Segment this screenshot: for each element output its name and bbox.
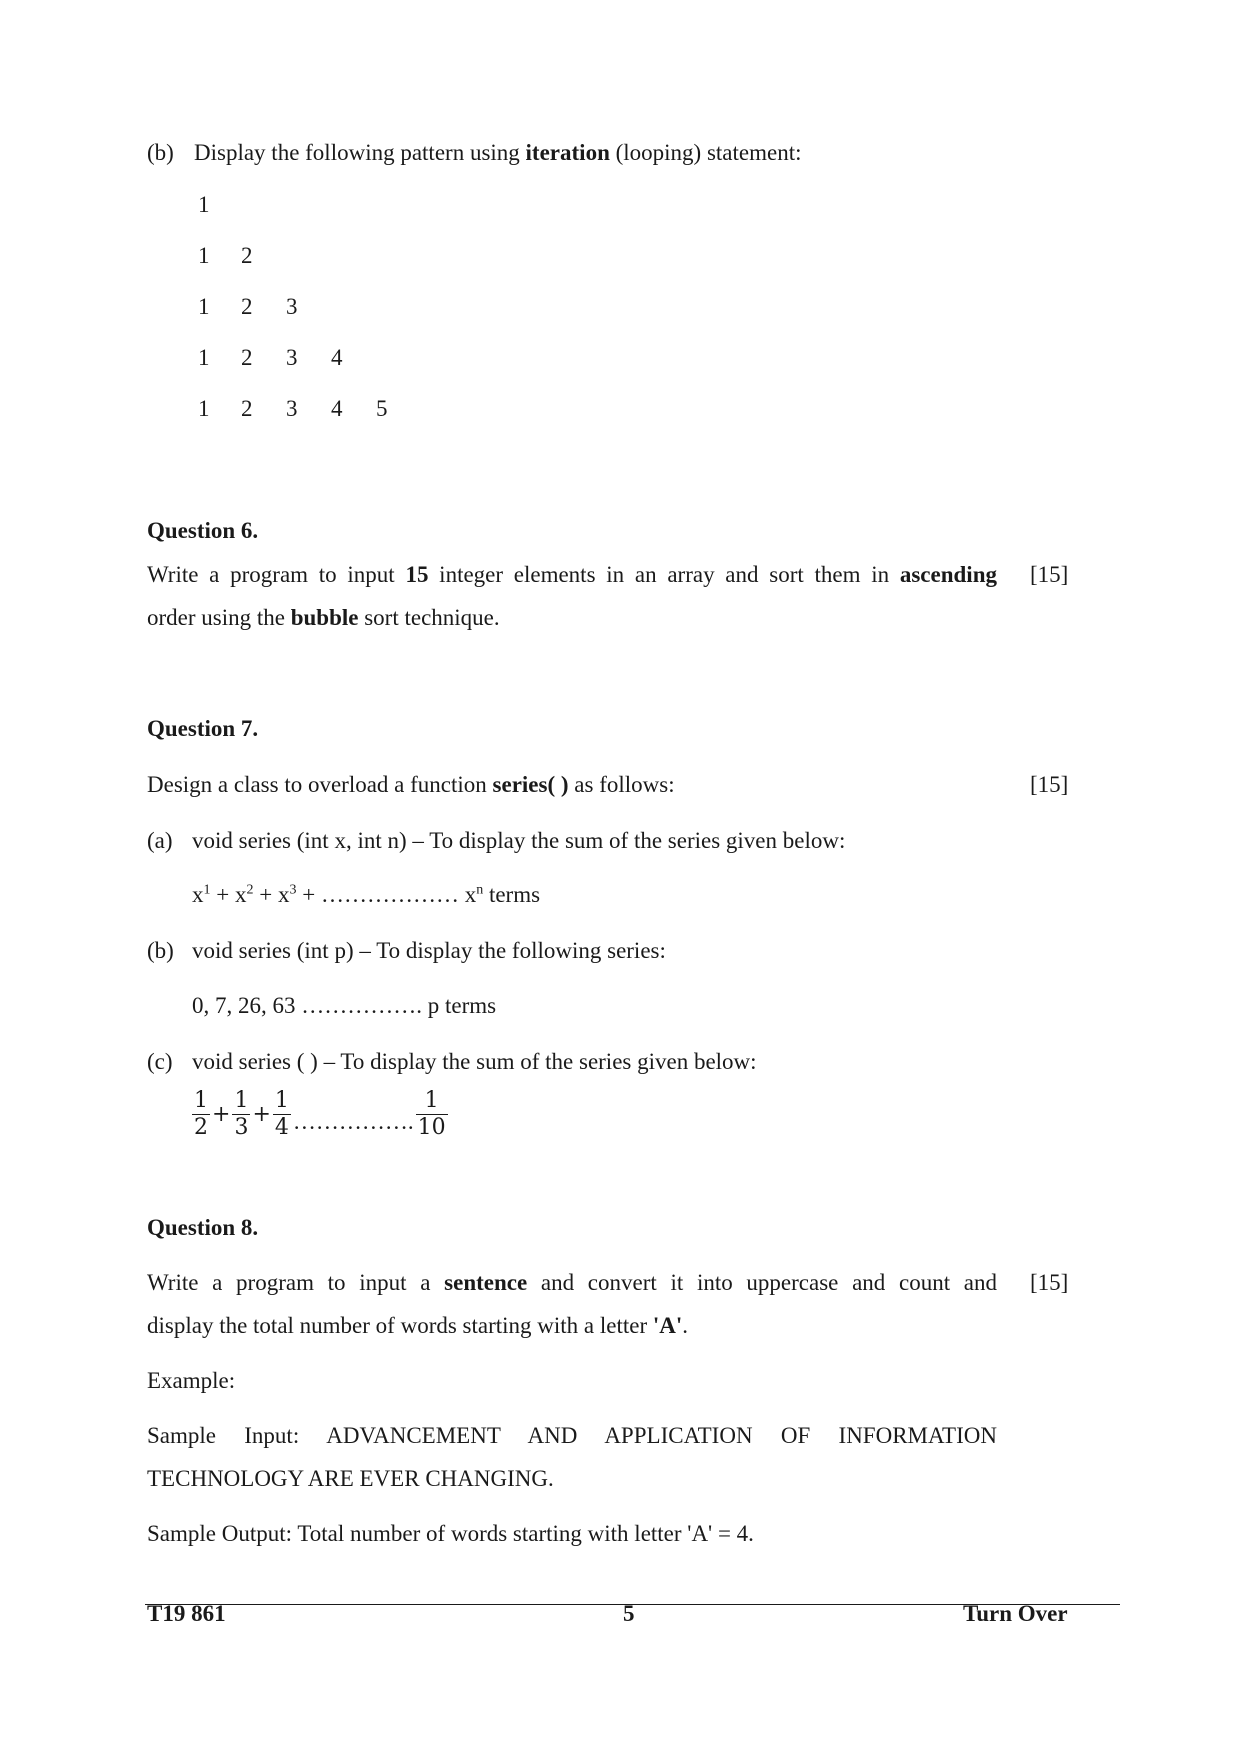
pattern-cell: 1 [198,294,210,319]
question-6-title: Question 6. [147,518,259,543]
pattern-cell: 4 [331,345,343,370]
pattern-cell: 1 [198,345,210,370]
question-8-line-1: Write a program to input a sentence and convert it into uppercase and count and [147,1270,997,1295]
part-b-text-post: (looping) statement: [609,140,802,165]
q7-a-label: (a) [147,828,173,853]
pattern-cell: 2 [241,294,253,319]
q7-c-series: $\frac{1}{2}$ + $\frac{1}{3}$ + $\frac{1}{4}$ ……………. $\frac{1}{10}$ [194,1088,446,1140]
question-7-marks: [15] [1030,772,1069,797]
pattern-cell: 2 [241,396,253,421]
footer-turn-over: Turn Over [963,1601,1068,1626]
pattern-cell: 3 [286,345,298,370]
question-8-marks: [15] [1030,1270,1069,1295]
fraction: $\frac{1}{10}$ [417,1088,446,1140]
pattern-cell: 3 [286,294,298,319]
question-6-marks: [15] [1030,562,1069,587]
part-b-text-pre: Display the following pattern using [194,140,526,165]
pattern-cell: 1 [198,396,210,421]
pattern-cell: 1 [198,192,210,217]
pattern-cell: 4 [331,396,343,421]
pattern-cell: 3 [286,396,298,421]
q7-c-label: (c) [147,1049,173,1074]
pattern-cell: 2 [241,243,253,268]
part-b-instruction [194,140,802,166]
question-8-line-2: display the total number of words starting with a letter 'A'. [147,1313,689,1338]
footer-page-number: 5 [623,1601,635,1626]
q7-c-text: void series ( ) – To display the sum of the series given below: [192,1049,757,1074]
question-7-title: Question 7. [147,716,259,741]
sample-input-line-1: Sample Input: ADVANCEMENT AND APPLICATION OF INFORMATION [147,1423,997,1448]
q7-a-text: void series (int x, int n) – To display the sum of the series given below: [192,828,846,853]
part-b-text-bold: iteration [525,140,610,165]
example-label: Example: [147,1368,236,1393]
fraction: $\frac{1}{2}$ [194,1088,208,1140]
part-b-label: (b) [147,140,174,165]
q7-a-series: $x^1 + x^2 + x^3$ + ……………… $x^n$ terms [192,882,541,907]
q7-b-series: 0, 7, 26, 63 ……………. p terms [192,993,497,1018]
pattern-cell: 2 [241,345,253,370]
sample-output: Sample Output: Total number of words starting with letter 'A' = 4. [147,1521,754,1546]
q7-b-text: void series (int p) – To display the following series: [192,938,666,963]
question-8-title: Question 8. [147,1215,259,1240]
footer-paper-code: T19 861 [147,1601,226,1626]
question-6-line-1: Write a program to input 15 integer elements in an array and sort them in ascending [147,562,997,587]
pattern-cell: 5 [376,396,388,421]
question-7-intro: Design a class to overload a function series( ) as follows: [147,772,675,797]
question-6-line-2: order using the bubble sort technique. [147,605,500,630]
fraction: $\frac{1}{3}$ [234,1088,249,1140]
fraction: $\frac{1}{4}$ [274,1088,289,1140]
pattern-cell: 1 [198,243,210,268]
q7-b-label: (b) [147,938,174,963]
sample-input-line-2: TECHNOLOGY ARE EVER CHANGING. [147,1466,554,1491]
